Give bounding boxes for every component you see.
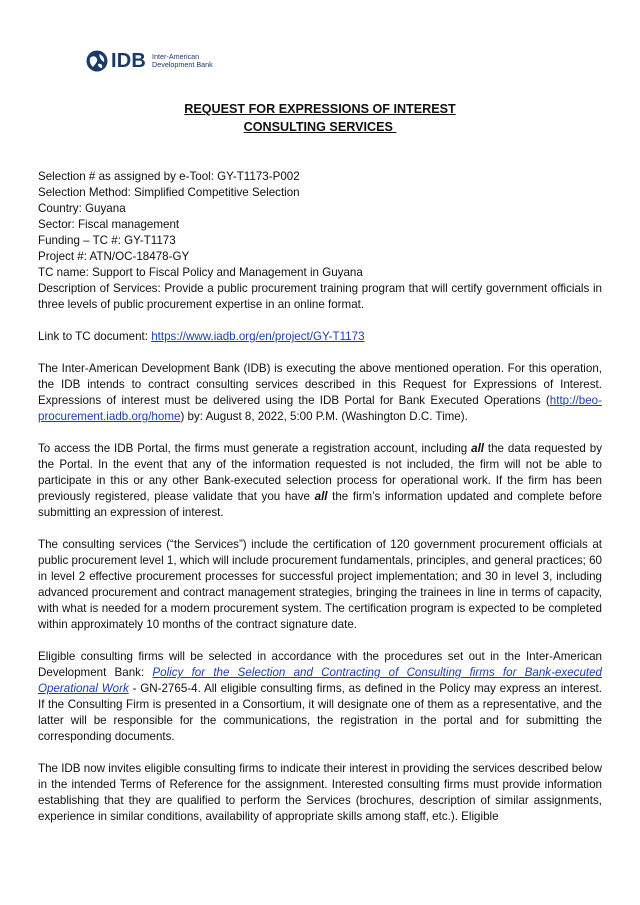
paragraph-operation — [38, 361, 602, 425]
page-title — [0, 100, 640, 136]
country: Country: Guyana — [38, 202, 126, 215]
beo-portal-link[interactable]: http://beo-procurement.iadb.org/home — [38, 394, 602, 423]
tc-document-line — [38, 329, 602, 345]
sector: Sector: Fiscal management — [38, 218, 180, 231]
selection-details — [38, 169, 602, 313]
para4-text-b: - GN-2765-4. All eligible consulting firms, as defined in the Policy may express an interest. If the Consulting Firm is presented in a Consortium, it will designate one of them as a representative, and the latter will be responsible for the communications, the registration in the portal and for submitting the corresponding documents. — [38, 682, 602, 743]
description-of-services: Description of Services: Provide a public procurement training program that will certify government officials in three levels of public procurement expertise in an online format. — [38, 282, 602, 311]
para2-text-a: To access the IDB Portal, the firms must generate a registration account, including — [38, 442, 472, 455]
tc-link-label: Link to TC document: — [38, 330, 152, 343]
logo-name — [152, 53, 213, 69]
idb-logo — [86, 48, 213, 74]
project-number: Project #: ATN/OC-18478-GY — [38, 250, 190, 263]
paragraph-eligibility — [38, 649, 602, 745]
logo-name-line1: Inter-American — [152, 52, 200, 61]
para2-text-c: the firm’s information updated and complete before submitting an expression of interest. — [38, 490, 602, 519]
idb-globe-icon — [86, 50, 108, 72]
paragraph-invitation: The IDB now invites eligible consulting firms to indicate their interest in providing the services described below in the intended Terms of Reference for the assignment. Interested consulting firms must provide information establishing that they are qualified to perform the Services (brochures, description of similar assignments, experience in similar conditions, availability of appropriate skills among staff, etc.). Eligible — [38, 762, 602, 823]
logo-abbreviation: IDB — [111, 50, 147, 72]
funding: Funding – TC #: GY-T1173 — [38, 234, 176, 247]
selection-number: Selection # as assigned by e-Tool: GY-T1173-P002 — [38, 170, 300, 183]
tc-document-link[interactable]: https://www.iadb.org/en/project/GY-T1173 — [151, 330, 365, 343]
document-body — [38, 169, 602, 825]
tc-name: TC name: Support to Fiscal Policy and Management in Guyana — [38, 266, 363, 279]
policy-link[interactable]: Policy for the Selection and Contracting of Consulting firms for Bank-executed Operational Work — [38, 666, 603, 695]
paragraph-portal-access — [38, 441, 602, 521]
para1-text-a: The Inter-American Development Bank (IDB) is executing the above mentioned operation. For this operation, the IDB intends to contract consulting services described in this Request for Expressions of Interest. Expressions of interest must be delivered using the IDB Portal for Bank Executed Operations ( — [38, 362, 602, 407]
title-line1: REQUEST FOR EXPRESSIONS OF INTEREST — [184, 102, 456, 116]
para2-text-b: the data requested by the Portal. In the event that any of the information requested is not included, the firm will not be able to participate in this or any other Bank-executed selection process for operational work. If the firm has been previously registered, please validate that you have — [38, 442, 602, 503]
title-line2: CONSULTING SERVICES — [243, 120, 397, 134]
selection-method: Selection Method: Simplified Competitive Selection — [38, 186, 300, 199]
logo-name-line2: Development Bank — [152, 60, 213, 69]
para1-text-b: ) by: August 8, 2022, 5:00 P.M. (Washington D.C. Time). — [180, 410, 468, 423]
emphasis-all-2: all — [314, 490, 328, 503]
para4-text-a: Eligible consulting firms will be selected in accordance with the procedures set out in the Inter-American Development Bank: — [38, 650, 602, 679]
paragraph-services: The consulting services (“the Services”) include the certification of 120 government procurement officials at public procurement level 1, which will include procurement fundamentals, principles, and general practices; 60 in level 2 effective procurement processes for successful project implementation; and 30 in level 3, including advanced procurement and contract management strategies, bringing the trainees in line in terms of capacity, with what is needed for a modern procurement system. The certification program is expected to be completed within approximately 10 months of the contract signature date. — [38, 538, 602, 631]
emphasis-all-1: all — [471, 442, 485, 455]
